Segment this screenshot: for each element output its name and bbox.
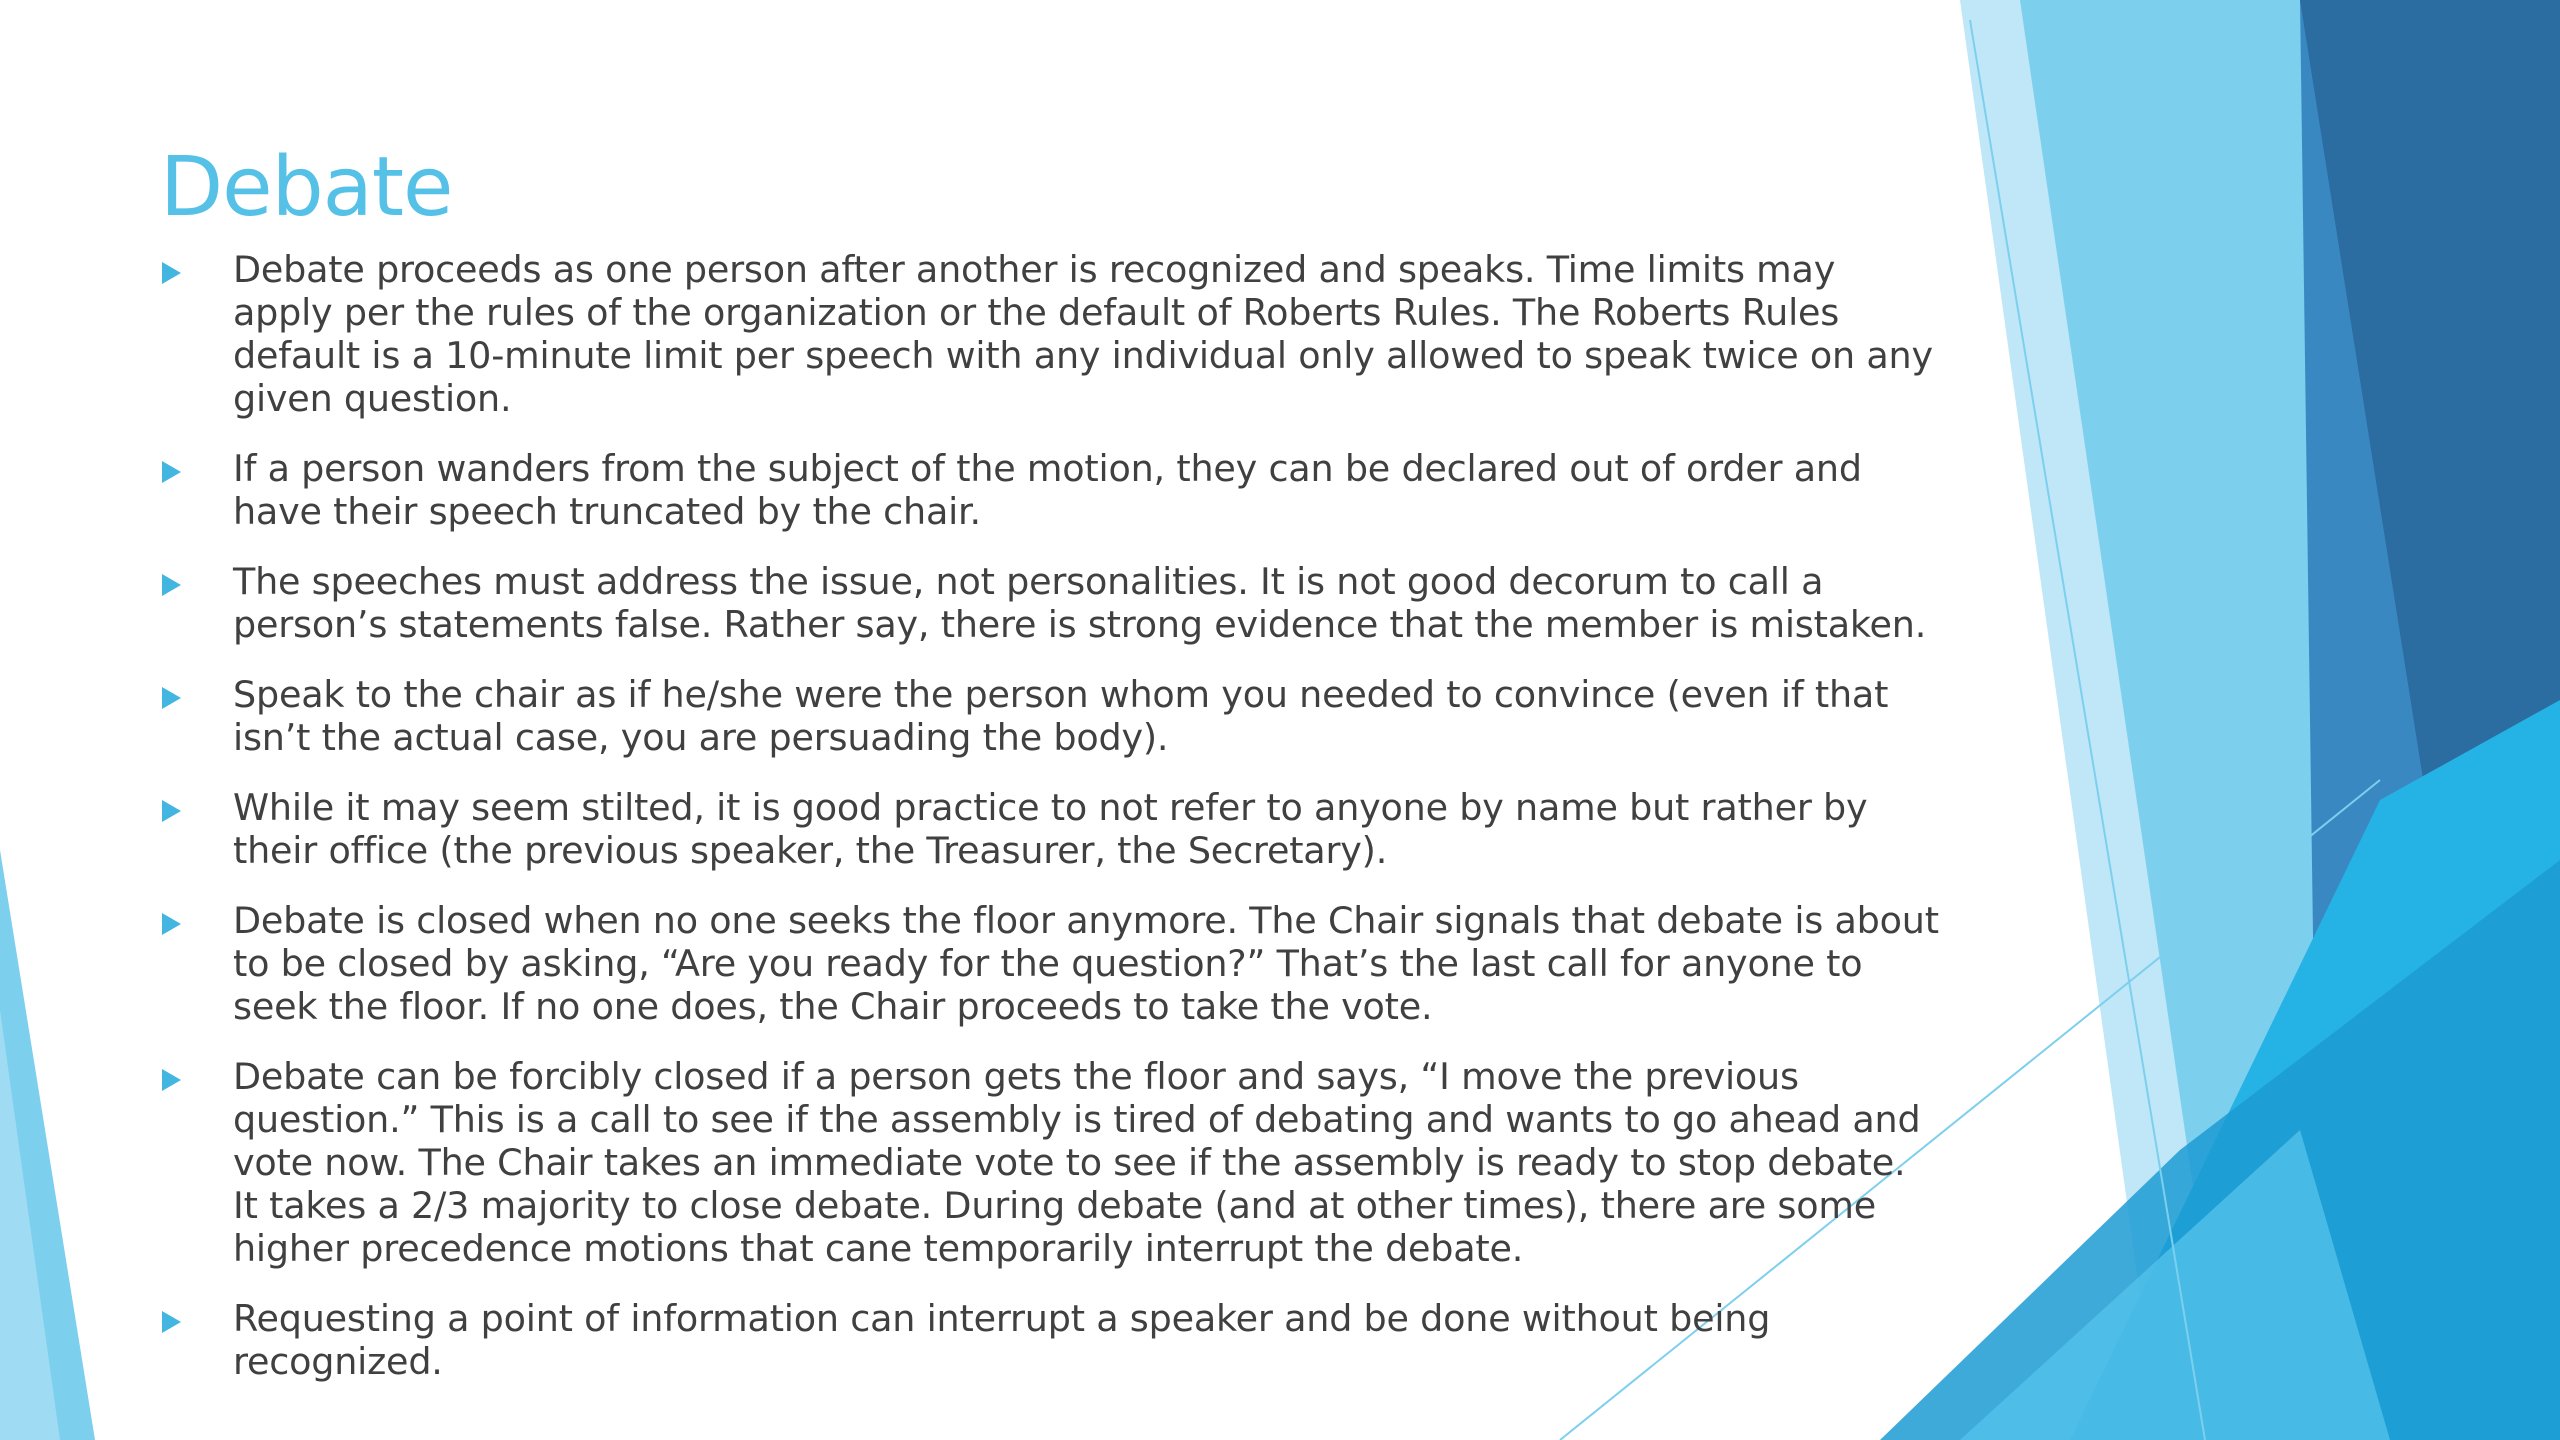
bullet-arrow-icon	[162, 800, 181, 822]
bullet-arrow-icon	[162, 1069, 181, 1091]
bullet-text: Requesting a point of information can interrupt a speaker and be done without being recognized.	[233, 1297, 1771, 1383]
bullet-item	[160, 1297, 1940, 1383]
bullet-text: Debate can be forcibly closed if a person gets the floor and says, “I move the previous question.” This is a call to see if the assembly is tired of debating and wants to go ahead and vote now. The Chair takes an immediate vote to see if the assembly is ready to stop debate. It takes a 2/3 majority to close debate. During debate (and at other times), there are some higher precedence motions that cane temporarily interrupt the debate.	[233, 1055, 1921, 1270]
bullet-item	[160, 673, 1940, 759]
bullet-list	[160, 248, 1940, 1410]
bullet-text: The speeches must address the issue, not personalities. It is not good decorum to call a person’s statements false. Rather say, there is strong evidence that the member is mistaken.	[233, 560, 1927, 646]
bullet-item	[160, 899, 1940, 1028]
bullet-text: Speak to the chair as if he/she were the person whom you needed to convince (even if that isn’t the actual case, you are persuading the body).	[233, 673, 1889, 759]
bullet-item	[160, 248, 1940, 420]
bullet-item	[160, 786, 1940, 872]
bullet-arrow-icon	[162, 574, 181, 596]
bullet-text: Debate proceeds as one person after another is recognized and speaks. Time limits may apply per the rules of the organization or the default of Roberts Rules. The Roberts Rules default is a 10-minute limit per speech with any individual only allowed to speak twice on any given question.	[233, 248, 1933, 420]
bullet-text: Debate is closed when no one seeks the floor anymore. The Chair signals that debate is about to be closed by asking, “Are you ready for the question?” That’s the last call for anyone to seek the floor. If no one does, the Chair proceeds to take the vote.	[233, 899, 1939, 1028]
bullet-arrow-icon	[162, 1311, 181, 1333]
bullet-item	[160, 447, 1940, 533]
bullet-arrow-icon	[162, 461, 181, 483]
bullet-text: While it may seem stilted, it is good practice to not refer to anyone by name but rather by their office (the previous speaker, the Treasurer, the Secretary).	[233, 786, 1868, 872]
bullet-item	[160, 560, 1940, 646]
bullet-item	[160, 1055, 1940, 1270]
bullet-arrow-icon	[162, 262, 181, 284]
bullet-arrow-icon	[162, 913, 181, 935]
bullet-arrow-icon	[162, 687, 181, 709]
slide-title: Debate	[160, 140, 453, 235]
bullet-text: If a person wanders from the subject of the motion, they can be declared out of order and have their speech truncated by the chair.	[233, 447, 1862, 533]
